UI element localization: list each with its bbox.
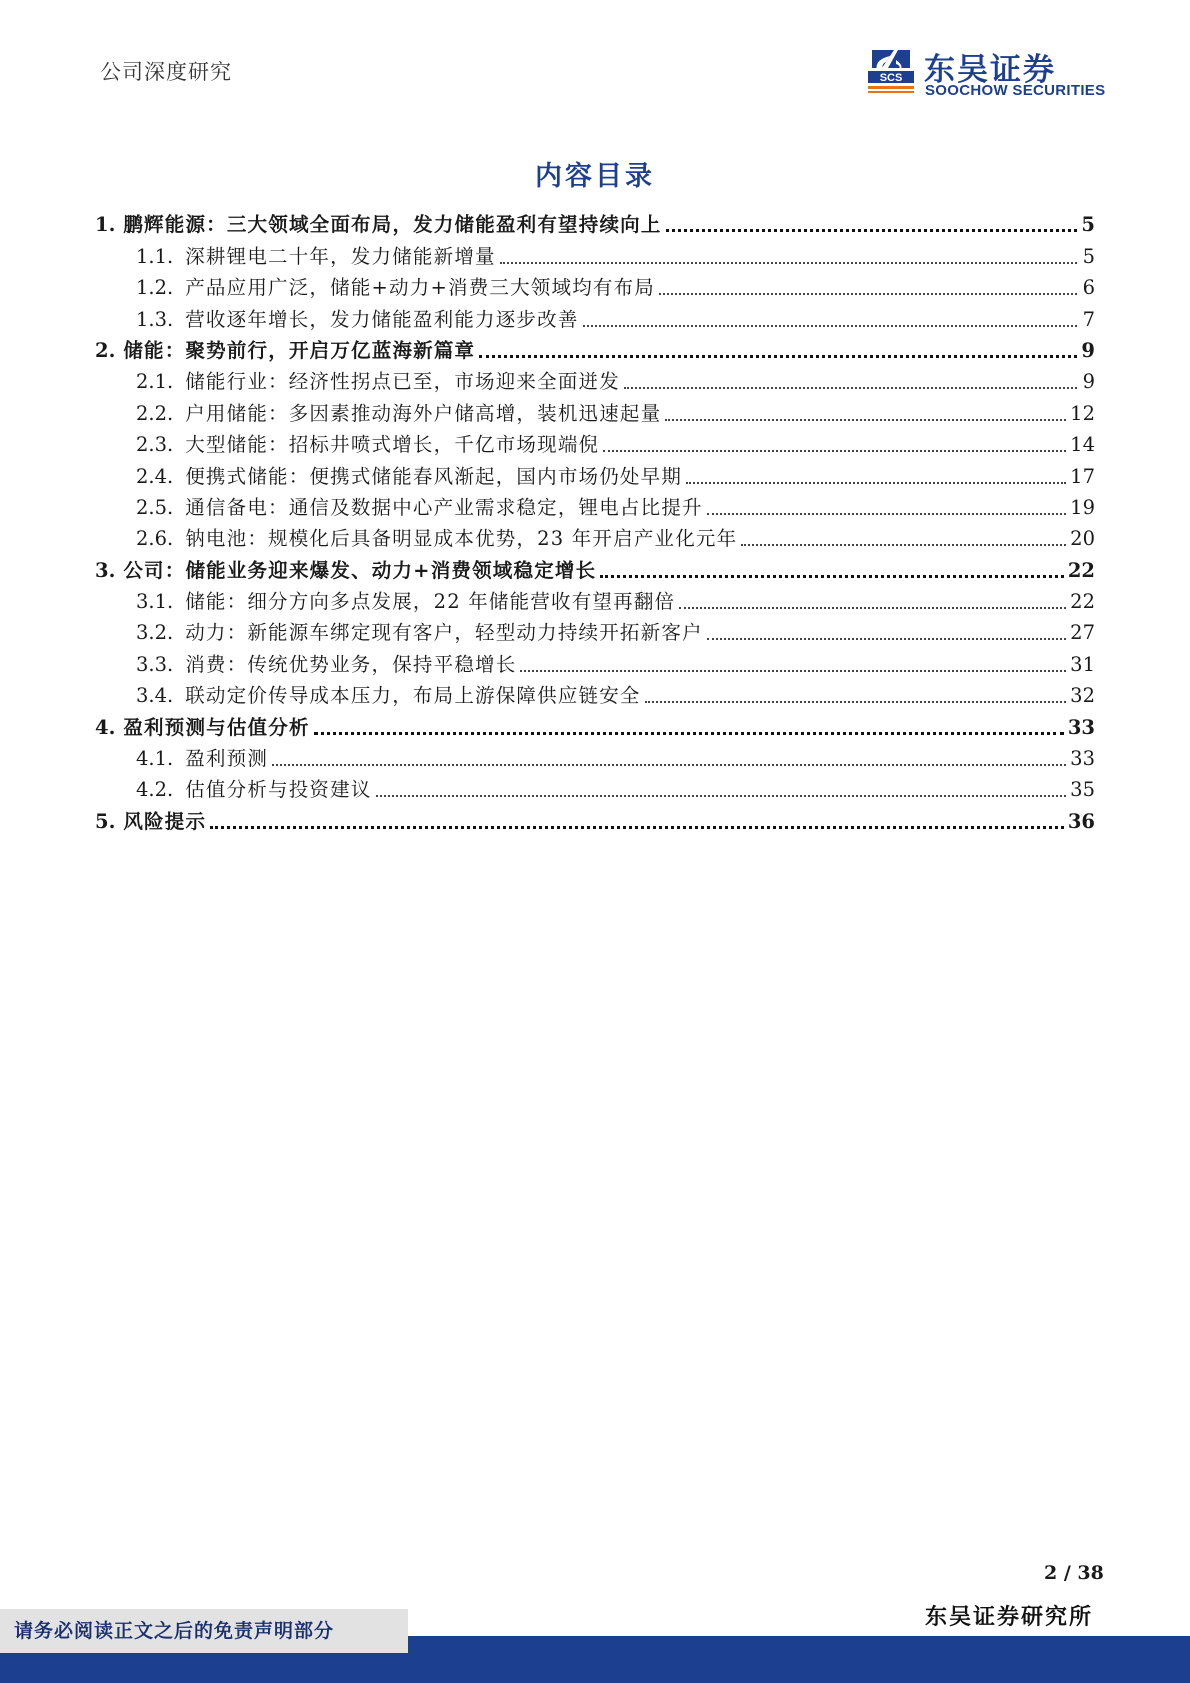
toc-subsection-entry[interactable]	[95, 520, 1095, 551]
toc-dot-leader	[666, 229, 1077, 232]
toc-entry-title: 大型储能：招标井喷式增长，千亿市场现端倪	[185, 433, 600, 457]
toc-entry-page: 9	[1081, 338, 1095, 362]
toc-dot-leader	[210, 826, 1064, 829]
toc-entry-number: 1.	[95, 213, 116, 237]
toc-subsection-entry[interactable]	[95, 426, 1095, 457]
toc-title: 内容目录	[535, 161, 655, 192]
toc-section-entry[interactable]	[95, 332, 1095, 363]
toc-subsection-entry[interactable]	[95, 394, 1095, 425]
toc-entry-title: 营收逐年增长，发力储能盈利能力逐步改善	[185, 307, 579, 331]
toc-entry-page: 22	[1070, 590, 1095, 614]
toc-entry-page: 12	[1070, 401, 1095, 425]
toc-entry-number: 2.4.	[136, 464, 174, 488]
disclaimer-notice: 请务必阅读正文之后的免责声明部分	[0, 1609, 408, 1653]
toc-entry-number: 3.3.	[136, 652, 174, 676]
toc-section-entry[interactable]	[95, 708, 1095, 739]
toc-entry-page: 33	[1070, 747, 1095, 771]
toc-entry-title: 动力：新能源车绑定现有客户，轻型动力持续开拓新客户	[185, 621, 703, 645]
toc-entry-page: 7	[1082, 307, 1095, 331]
toc-entry-title: 产品应用广泛，储能+动力+消费三大领域均有布局	[185, 276, 655, 300]
logo-chinese-name: 东吴证券	[924, 52, 1056, 88]
toc-entry-title: 便携式储能：便携式储能春风渐起，国内市场仍处早期	[185, 464, 683, 488]
toc-entry-title: 储能行业：经济性拐点已至，市场迎来全面迸发	[185, 370, 620, 394]
toc-dot-leader	[686, 482, 1066, 484]
toc-dot-leader	[500, 262, 1077, 264]
toc-dot-leader	[665, 419, 1066, 421]
toc-entry-number: 2.6.	[136, 527, 174, 551]
toc-entry-number: 2.3.	[136, 433, 174, 457]
toc-dot-leader	[624, 387, 1077, 389]
toc-entry-number: 2.5.	[136, 495, 174, 519]
toc-dot-leader	[520, 670, 1066, 672]
toc-entry-title: 盈利预测	[185, 747, 269, 771]
toc-dot-leader	[583, 325, 1077, 327]
toc-entry-number: 1.2.	[136, 276, 174, 300]
toc-entry-title: 估值分析与投资建议	[185, 778, 372, 802]
toc-entry-number: 4.1.	[136, 747, 174, 771]
toc-dot-leader	[272, 764, 1066, 766]
toc-entry-number: 3.4.	[136, 684, 174, 708]
toc-subsection-entry[interactable]	[95, 740, 1095, 771]
toc-entry-page: 32	[1070, 684, 1095, 708]
toc-dot-leader	[645, 701, 1067, 703]
toc-entry-title: 鹏辉能源：三大领域全面布局，发力储能盈利有望持续向上	[123, 213, 662, 237]
toc-dot-leader	[600, 575, 1064, 578]
toc-dot-leader	[707, 638, 1066, 640]
toc-entry-number: 4.2.	[136, 778, 174, 802]
toc-entry-title: 储能：聚势前行，开启万亿蓝海新篇章	[123, 338, 476, 362]
toc-entry-number: 3.1.	[136, 590, 174, 614]
toc-dot-leader	[659, 293, 1077, 295]
toc-entry-title: 深耕锂电二十年，发力储能新增量	[185, 244, 496, 268]
toc-subsection-entry[interactable]	[95, 489, 1095, 520]
toc-dot-leader	[314, 732, 1064, 735]
toc-entry-page: 35	[1070, 778, 1095, 802]
footer-organization: 东吴证券研究所	[925, 1604, 1094, 1630]
toc-entry-number: 2.2.	[136, 401, 174, 425]
toc-entry-title: 风险提示	[123, 809, 207, 833]
toc-entry-page: 17	[1070, 464, 1095, 488]
toc-entry-title: 公司：储能业务迎来爆发、动力+消费领域稳定增长	[123, 558, 597, 582]
toc-entry-page: 22	[1067, 558, 1095, 582]
soochow-securities-logo	[868, 44, 1106, 100]
toc-entry-page: 14	[1070, 433, 1095, 457]
logo-english-name: SOOCHOW SECURITIES	[925, 82, 1106, 99]
toc-entry-page: 31	[1070, 652, 1095, 676]
toc-subsection-entry[interactable]	[95, 237, 1095, 268]
scs-logo-icon	[868, 46, 914, 96]
toc-dot-leader	[479, 355, 1077, 358]
toc-entry-page: 33	[1067, 715, 1095, 739]
toc-dot-leader	[603, 450, 1066, 452]
toc-entry-number: 2.	[95, 338, 116, 362]
toc-subsection-entry[interactable]	[95, 677, 1095, 708]
toc-entry-page: 6	[1082, 276, 1095, 300]
toc-entry-page: 9	[1082, 370, 1095, 394]
toc-subsection-entry[interactable]	[95, 771, 1095, 802]
toc-entry-page: 20	[1070, 527, 1095, 551]
page-number: 2 / 38	[1044, 1562, 1104, 1584]
report-type-label: 公司深度研究	[100, 60, 232, 84]
toc-entry-title: 消费：传统优势业务，保持平稳增长	[185, 652, 517, 676]
toc-entry-title: 通信备电：通信及数据中心产业需求稳定，锂电占比提升	[185, 495, 703, 519]
toc-section-entry[interactable]	[95, 551, 1095, 582]
toc-dot-leader	[741, 544, 1066, 546]
toc-entry-number: 4.	[95, 715, 116, 739]
toc-entry-number: 5.	[95, 809, 116, 833]
toc-subsection-entry[interactable]	[95, 645, 1095, 676]
toc-entry-number: 3.2.	[136, 621, 174, 645]
toc-subsection-entry[interactable]	[95, 269, 1095, 300]
toc-entry-page: 5	[1081, 213, 1095, 237]
toc-entry-page: 36	[1067, 809, 1095, 833]
toc-entry-title: 盈利预测与估值分析	[123, 715, 310, 739]
toc-entry-number: 3.	[95, 558, 116, 582]
toc-dot-leader	[707, 513, 1066, 515]
toc-dot-leader	[376, 795, 1067, 797]
toc-entry-number: 1.3.	[136, 307, 174, 331]
toc-dot-leader	[679, 607, 1066, 609]
toc-entry-number: 2.1.	[136, 370, 174, 394]
toc-entry-page: 19	[1070, 495, 1095, 519]
toc-entry-title: 联动定价传导成本压力，布局上游保障供应链安全	[185, 684, 641, 708]
toc-subsection-entry[interactable]	[95, 614, 1095, 645]
toc-subsection-entry[interactable]	[95, 363, 1095, 394]
toc-subsection-entry[interactable]	[95, 300, 1095, 331]
table-of-contents	[95, 206, 1095, 834]
toc-subsection-entry[interactable]	[95, 457, 1095, 488]
toc-section-entry[interactable]	[95, 206, 1095, 237]
toc-entry-title: 储能：细分方向多点发展，22 年储能营收有望再翻倍	[185, 590, 676, 614]
toc-section-entry[interactable]	[95, 802, 1095, 833]
toc-entry-title: 户用储能：多因素推动海外户储高增，装机迅速起量	[185, 401, 662, 425]
toc-subsection-entry[interactable]	[95, 583, 1095, 614]
toc-entry-page: 5	[1082, 244, 1095, 268]
toc-entry-title: 钠电池：规模化后具备明显成本优势，23 年开启产业化元年	[185, 527, 738, 551]
toc-entry-number: 1.1.	[136, 244, 174, 268]
toc-entry-page: 27	[1070, 621, 1095, 645]
logo-abbr: SCS	[879, 72, 903, 84]
